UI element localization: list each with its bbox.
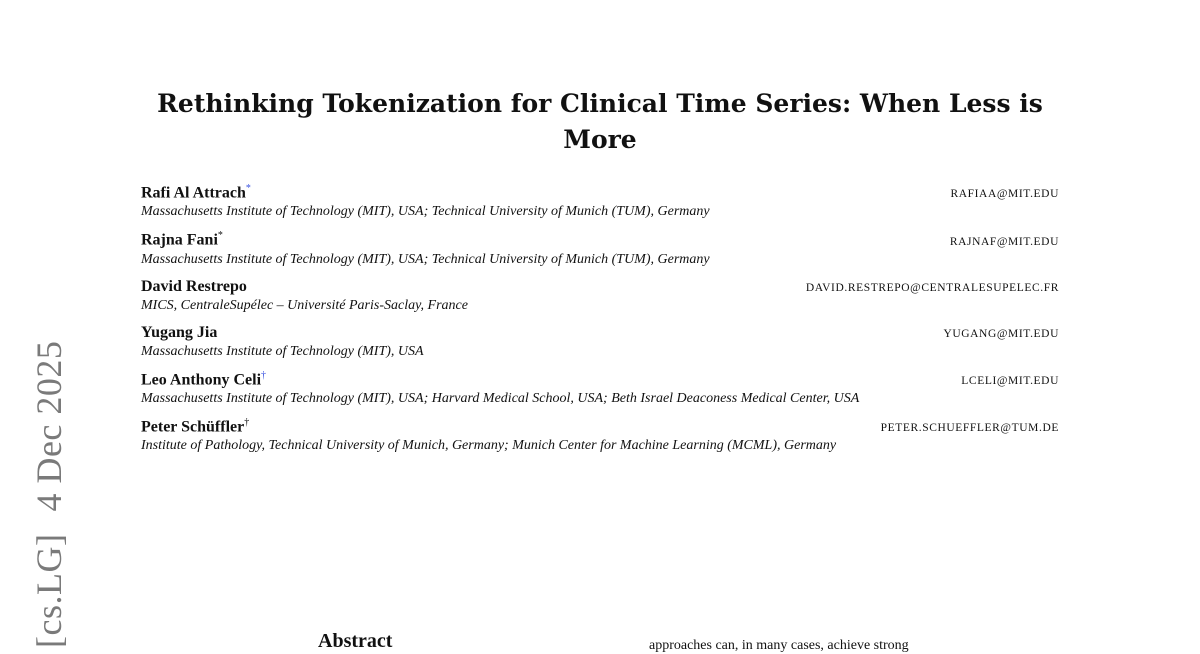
- abstract-text-snippet: approaches can, in many cases, achieve strong: [649, 638, 909, 653]
- author-block: [141, 278, 1059, 316]
- author-mark: †: [261, 369, 267, 381]
- author-name: Leo Anthony Celi: [141, 370, 262, 388]
- author-list: [141, 183, 1059, 464]
- paper-title: Rethinking Tokenization for Clinical Time Series: When Less is More: [157, 89, 1043, 154]
- author-block: [141, 370, 1059, 409]
- abstract-heading: Abstract: [318, 630, 393, 652]
- author-email: LCELI@MIT.EDU: [961, 374, 1059, 387]
- arxiv-date: 4 Dec 2025: [29, 340, 69, 512]
- author-email: RAJNAF@MIT.EDU: [949, 235, 1059, 248]
- author-mark: *: [217, 230, 223, 242]
- author-block: [141, 230, 1059, 269]
- author-affiliation: Institute of Pathology, Technical University of Munich, Germany; Munich Center for Machine Learning (MCML), Germany: [141, 438, 837, 454]
- author-block: [141, 417, 1059, 456]
- author-mark: †: [244, 416, 250, 428]
- author-email: YUGANG@MIT.EDU: [943, 327, 1059, 340]
- author-affiliation: Massachusetts Institute of Technology (MIT), USA; Harvard Medical School, USA; Beth Israel Deaconess Medical Center, USA: [141, 390, 860, 406]
- author-block: [141, 183, 1059, 222]
- author-name: Rafi Al Attrach: [141, 184, 246, 202]
- author-name: David Restrepo: [141, 277, 247, 295]
- author-name: Rajna Fani: [141, 231, 218, 249]
- author-affiliation: Massachusetts Institute of Technology (MIT), USA: [141, 343, 424, 359]
- author-name: Peter Schüffler: [141, 418, 245, 436]
- author-mark: *: [245, 183, 251, 194]
- author-block: [141, 324, 1059, 362]
- author-affiliation: Massachusetts Institute of Technology (MIT), USA; Technical University of Munich (TUM), Germany: [141, 204, 710, 220]
- author-name: Yugang Jia: [141, 323, 218, 341]
- author-email: DAVID.RESTREPO@CENTRALESUPELEC.FR: [805, 281, 1059, 294]
- arxiv-category: [cs.LG]: [29, 533, 69, 648]
- author-email: PETER.SCHUEFFLER@TUM.DE: [880, 422, 1059, 435]
- author-affiliation: MICS, CentraleSupélec – Université Paris-Saclay, France: [141, 297, 468, 313]
- author-email: RAFIAA@MIT.EDU: [950, 188, 1059, 201]
- arxiv-stamp: [28, 341, 70, 648]
- author-affiliation: Massachusetts Institute of Technology (MIT), USA; Technical University of Munich (TUM), Germany: [141, 251, 710, 267]
